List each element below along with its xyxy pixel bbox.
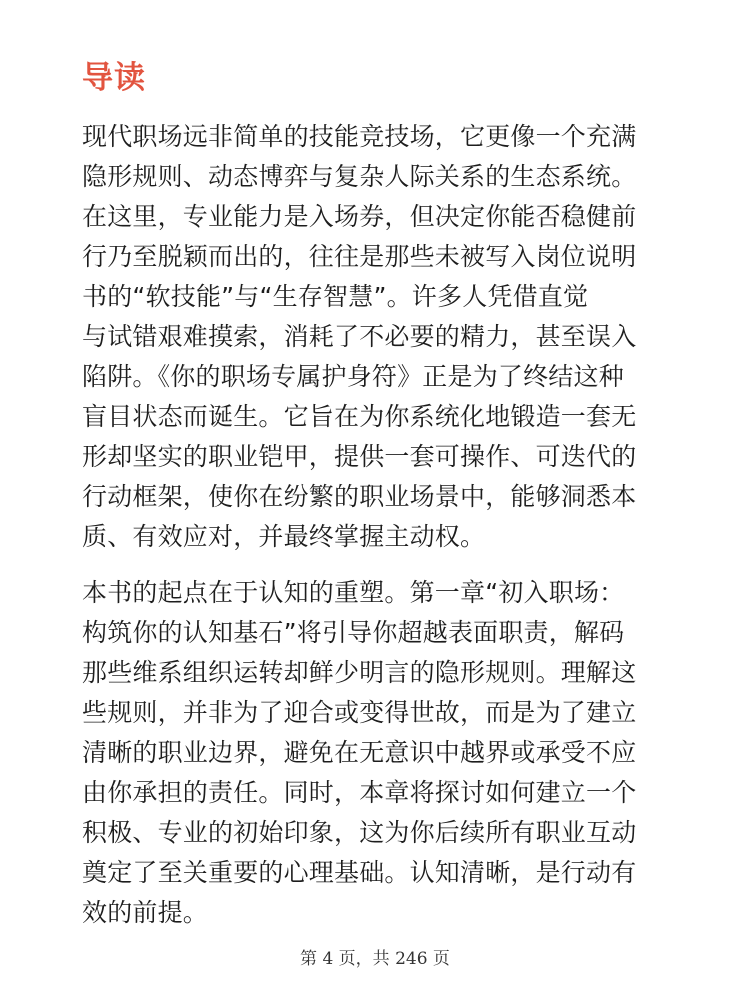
text-line: 形却坚实的职业铠甲，提供一套可操作、可迭代的	[82, 442, 637, 471]
text-line: 构筑你的认知基石”将引导你超越表面职责，解码	[82, 618, 625, 647]
text-line: 由你承担的责任。同时，本章将探讨如何建立一个	[82, 778, 637, 807]
text-line: 隐形规则、动态博弈与复杂人际关系的生态系统。	[82, 162, 637, 191]
text-line: 效的前提。	[82, 898, 209, 927]
text-line: 积极、专业的初始印象，这为你后续所有职业互动	[82, 818, 637, 847]
page-number-footer: 第 4 页，共 246 页	[300, 949, 450, 969]
paragraph	[82, 117, 692, 557]
text-line: 书的“软技能”与“生存智慧”。许多人凭借直觉	[82, 282, 589, 311]
text-line: 些规则，并非为了迎合或变得世故，而是为了建立	[82, 698, 637, 727]
text-line: 质、有效应对，并最终掌握主动权。	[82, 522, 486, 551]
text-line: 现代职场远非简单的技能竞技场，它更像一个充满	[82, 122, 637, 151]
text-line: 那些维系组织运转却鲜少明言的隐形规则。理解这	[82, 658, 637, 687]
text-line: 奠定了至关重要的心理基础。认知清晰，是行动有	[82, 858, 637, 887]
text-line: 本书的起点在于认知的重塑。第一章“初入职场：	[82, 578, 625, 607]
text-line: 在这里，专业能力是入场券，但决定你能否稳健前	[82, 202, 637, 231]
section-heading: 导读	[82, 60, 146, 96]
text-line: 行动框架，使你在纷繁的职业场景中，能够洞悉本	[82, 482, 637, 511]
paragraph	[82, 573, 692, 933]
text-line: 陷阱。《你的职场专属护身符》正是为了终结这种	[82, 362, 624, 391]
text-line: 与试错艰难摸索，消耗了不必要的精力，甚至误入	[82, 322, 637, 351]
text-line: 清晰的职业边界，避免在无意识中越界或承受不应	[82, 738, 637, 767]
text-line: 盲目状态而诞生。它旨在为你系统化地锻造一套无	[82, 402, 637, 431]
text-line: 行乃至脱颖而出的，往往是那些未被写入岗位说明	[82, 242, 637, 271]
body-text	[82, 117, 692, 949]
